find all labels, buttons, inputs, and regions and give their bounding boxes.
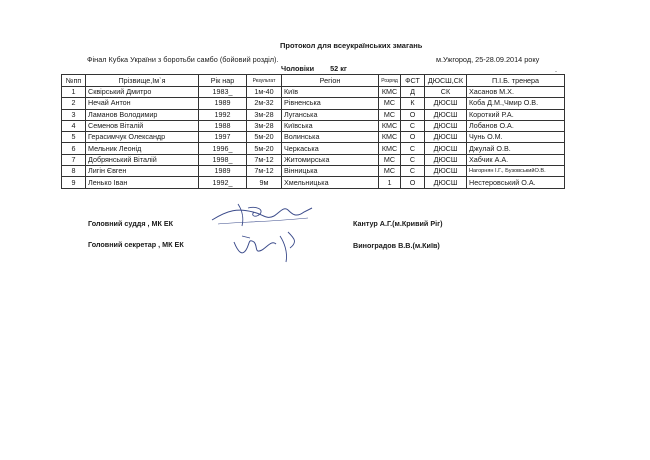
rank-cell: 1 bbox=[379, 177, 401, 188]
rank-cell: МС bbox=[379, 166, 401, 177]
region-cell: Київська bbox=[282, 120, 379, 131]
birth-year-cell: 1988 bbox=[199, 120, 247, 131]
result-cell: 3м-28 bbox=[247, 109, 282, 120]
athlete-name-cell: Герасимчук Олександр bbox=[86, 132, 199, 143]
athlete-name-cell: Ленько Іван bbox=[86, 177, 199, 188]
coach-name-cell: Джулай О.В. bbox=[467, 143, 565, 154]
protocol-title: Протокол для всеукраїнських змагань bbox=[280, 41, 423, 50]
athlete-name-cell: Мельник Леонід bbox=[86, 143, 199, 154]
athlete-name-cell: Лигін Євген bbox=[86, 166, 199, 177]
column-header: П.І.Б. тренера bbox=[467, 75, 565, 87]
results-table bbox=[61, 74, 565, 189]
stray-mark: - bbox=[555, 69, 557, 75]
birth-year-cell: 1992_ bbox=[199, 177, 247, 188]
school-cell: ДЮСШ bbox=[425, 132, 467, 143]
school-cell: ДЮСШ bbox=[425, 109, 467, 120]
table-header-row bbox=[62, 75, 565, 87]
column-header: ДЮСШ,СК bbox=[425, 75, 467, 87]
birth-year-cell: 1996_ bbox=[199, 143, 247, 154]
fst-cell: С bbox=[401, 166, 425, 177]
weight-category bbox=[281, 64, 347, 73]
coach-name-cell: Нестеровський О.А. bbox=[467, 177, 565, 188]
place-date: м.Ужгород, 25-28.09.2014 року bbox=[436, 55, 540, 64]
row-number-cell: 7 bbox=[62, 154, 86, 165]
school-cell: СК bbox=[425, 87, 467, 98]
column-header: Рік нар bbox=[199, 75, 247, 87]
fst-cell: Д bbox=[401, 87, 425, 98]
fst-cell: О bbox=[401, 177, 425, 188]
coach-name-cell: Чунь О.М. bbox=[467, 132, 565, 143]
chief-secretary-label: Головний секретар , МК ЕК bbox=[88, 240, 184, 249]
gender-label: Чоловіки bbox=[281, 64, 315, 73]
fst-cell: С bbox=[401, 143, 425, 154]
region-cell: Житомирська bbox=[282, 154, 379, 165]
school-cell: ДЮСШ bbox=[425, 98, 467, 109]
athlete-name-cell: Добрянський Віталій bbox=[86, 154, 199, 165]
chief-judge-name: Кантур А.Г.(м.Кривий Ріг) bbox=[353, 219, 443, 228]
result-cell: 9м bbox=[247, 177, 282, 188]
column-header: Регіон bbox=[282, 75, 379, 87]
result-cell: 7м-12 bbox=[247, 154, 282, 165]
region-cell: Волинська bbox=[282, 132, 379, 143]
row-number-cell: 9 bbox=[62, 177, 86, 188]
competition-subtitle: Фінал Кубка України з боротьби самбо (бойовий розділ). bbox=[87, 55, 279, 64]
school-cell: ДЮСШ bbox=[425, 154, 467, 165]
result-cell: 1м-40 bbox=[247, 87, 282, 98]
judge-signature bbox=[208, 200, 318, 230]
athlete-name-cell: Ламанов Володимир bbox=[86, 109, 199, 120]
birth-year-cell: 1989 bbox=[199, 166, 247, 177]
table-row bbox=[62, 154, 565, 165]
athlete-name-cell: Сквірський Дмитро bbox=[86, 87, 199, 98]
row-number-cell: 5 bbox=[62, 132, 86, 143]
row-number-cell: 4 bbox=[62, 120, 86, 131]
school-cell: ДЮСШ bbox=[425, 177, 467, 188]
result-cell: 2м-32 bbox=[247, 98, 282, 109]
athlete-name-cell: Нечай Антон bbox=[86, 98, 199, 109]
coach-name-cell: Нагорнян І.Г., БузовськийО.В. bbox=[467, 166, 565, 177]
rank-cell: КМС bbox=[379, 132, 401, 143]
region-cell: Луганська bbox=[282, 109, 379, 120]
birth-year-cell: 1983_ bbox=[199, 87, 247, 98]
row-number-cell: 3 bbox=[62, 109, 86, 120]
fst-cell: С bbox=[401, 154, 425, 165]
athlete-name-cell: Семенов Віталій bbox=[86, 120, 199, 131]
row-number-cell: 2 bbox=[62, 98, 86, 109]
birth-year-cell: 1992 bbox=[199, 109, 247, 120]
row-number-cell: 8 bbox=[62, 166, 86, 177]
rank-cell: МС bbox=[379, 98, 401, 109]
result-cell: 5м-20 bbox=[247, 132, 282, 143]
rank-cell: КМС bbox=[379, 143, 401, 154]
column-header: №пп bbox=[62, 75, 86, 87]
secretary-signature bbox=[228, 228, 308, 268]
result-cell: 5м-20 bbox=[247, 143, 282, 154]
table-row bbox=[62, 98, 565, 109]
column-header: Прізвище,Ім`я bbox=[86, 75, 199, 87]
table-row bbox=[62, 177, 565, 188]
coach-name-cell: Лобанов О.А. bbox=[467, 120, 565, 131]
table-row bbox=[62, 120, 565, 131]
school-cell: ДЮСШ bbox=[425, 143, 467, 154]
result-cell: 3м-28 bbox=[247, 120, 282, 131]
rank-cell: КМС bbox=[379, 87, 401, 98]
region-cell: Вінницька bbox=[282, 166, 379, 177]
rank-cell: МС bbox=[379, 154, 401, 165]
fst-cell: О bbox=[401, 109, 425, 120]
fst-cell: О bbox=[401, 132, 425, 143]
row-number-cell: 1 bbox=[62, 87, 86, 98]
table-row bbox=[62, 132, 565, 143]
school-cell: ДЮСШ bbox=[425, 166, 467, 177]
column-header: Розряд bbox=[379, 75, 401, 87]
weight-label: 52 кг bbox=[330, 64, 347, 73]
coach-name-cell: Коба Д.М.,Чмир О.В. bbox=[467, 98, 565, 109]
chief-judge-label: Головний суддя , МК ЕК bbox=[88, 219, 174, 228]
birth-year-cell: 1998_ bbox=[199, 154, 247, 165]
chief-secretary-name: Виноградов В.В.(м.Київ) bbox=[353, 241, 440, 250]
birth-year-cell: 1989 bbox=[199, 98, 247, 109]
region-cell: Черкаська bbox=[282, 143, 379, 154]
table-row bbox=[62, 166, 565, 177]
region-cell: Рівненська bbox=[282, 98, 379, 109]
result-cell: 7м-12 bbox=[247, 166, 282, 177]
birth-year-cell: 1997 bbox=[199, 132, 247, 143]
column-header: ФСТ bbox=[401, 75, 425, 87]
table-row bbox=[62, 109, 565, 120]
coach-name-cell: Хасанов М.Х. bbox=[467, 87, 565, 98]
school-cell: ДЮСШ bbox=[425, 120, 467, 131]
fst-cell: К bbox=[401, 98, 425, 109]
table-row bbox=[62, 87, 565, 98]
coach-name-cell: Хабчик А.А. bbox=[467, 154, 565, 165]
coach-name-cell: Короткий Р.А. bbox=[467, 109, 565, 120]
row-number-cell: 6 bbox=[62, 143, 86, 154]
region-cell: Київ bbox=[282, 87, 379, 98]
table-row bbox=[62, 143, 565, 154]
column-header: Результат bbox=[247, 75, 282, 87]
rank-cell: МС bbox=[379, 109, 401, 120]
fst-cell: С bbox=[401, 120, 425, 131]
region-cell: Хмельницька bbox=[282, 177, 379, 188]
rank-cell: КМС bbox=[379, 120, 401, 131]
